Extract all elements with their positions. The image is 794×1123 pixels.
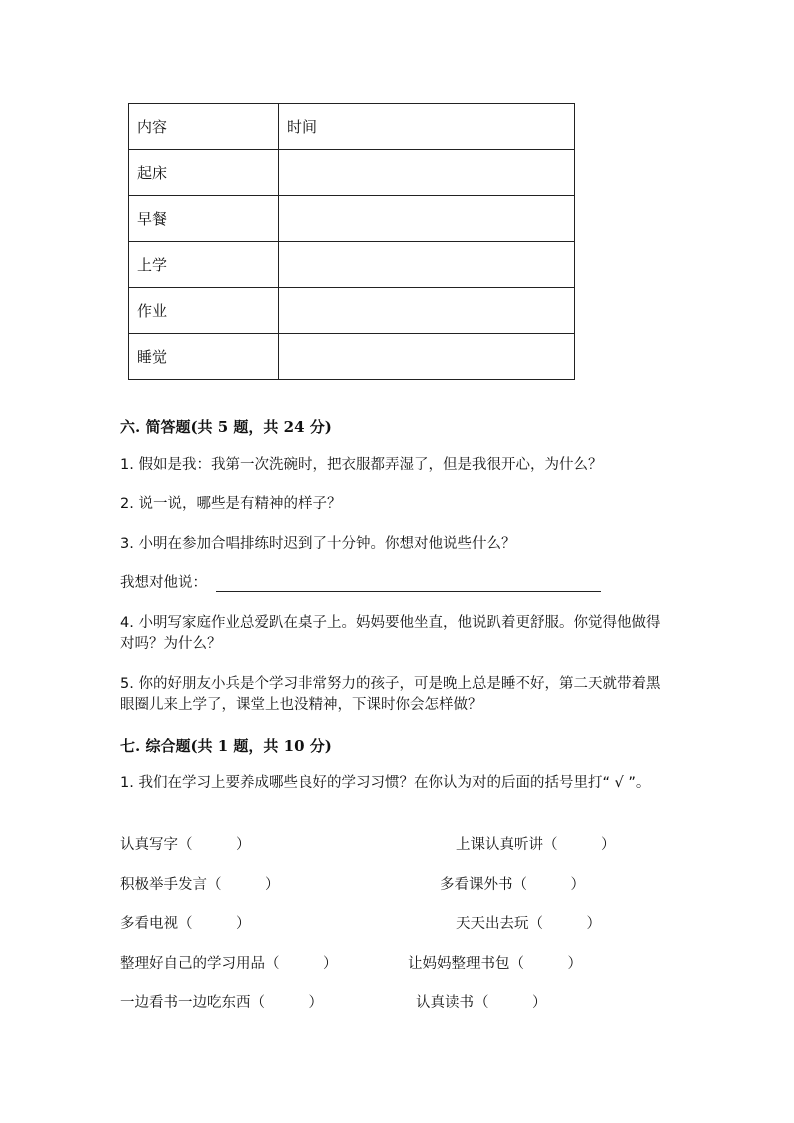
table-cell: 作业 <box>129 288 279 334</box>
table-cell <box>279 288 575 334</box>
question-6-1: 1. 假如是我：我第一次洗碗时，把衣服都弄湿了，但是我很开心，为什么？ <box>120 457 603 473</box>
table-cell <box>279 242 575 288</box>
option-item[interactable]: 整理好自己的学习用品（ ） <box>120 956 338 972</box>
question-6-4: 4. 小明写家庭作业总爱趴在桌子上。妈妈要他坐直，他说趴着更舒服。你觉得他做得对吗？为什么？ <box>120 615 661 652</box>
question-6-5: 5. 你的好朋友小兵是个学习非常努力的孩子，可是晚上总是睡不好，第二天就带着黑眼圈儿来上学了，课堂上也没精神，下课时你会怎样做？ <box>120 676 661 713</box>
option-item[interactable]: 积极举手发言（ ） <box>120 877 280 893</box>
table-row <box>129 196 575 242</box>
table-cell: 睡觉 <box>129 334 279 380</box>
option-item[interactable]: 一边看书一边吃东西（ ） <box>120 995 323 1011</box>
table-header-cell: 时间 <box>279 104 575 150</box>
option-item[interactable]: 让妈妈整理书包（ ） <box>408 956 582 972</box>
option-item[interactable]: 上课认真听讲（ ） <box>456 837 616 853</box>
question-7-1: 1. 我们在学习上要养成哪些良好的学习习惯？在你认为对的后面的括号里打“ √ ”。 <box>120 775 651 791</box>
question-6-3: 3. 小明在参加合唱排练时迟到了十分钟。你想对他说些什么？ <box>120 536 516 552</box>
table-header-row <box>129 104 575 150</box>
section-6-title: 六. 简答题(共 5 题，共 24 分) <box>120 418 332 436</box>
table-cell <box>279 150 575 196</box>
option-item[interactable]: 多看课外书（ ） <box>440 877 585 893</box>
option-item[interactable]: 认真写字（ ） <box>120 837 251 853</box>
option-item[interactable]: 天天出去玩（ ） <box>456 916 601 932</box>
schedule-table <box>128 103 575 380</box>
table-row <box>129 150 575 196</box>
table-cell: 早餐 <box>129 196 279 242</box>
table-cell <box>279 196 575 242</box>
table-header-cell: 内容 <box>129 104 279 150</box>
option-item[interactable]: 认真读书（ ） <box>416 995 547 1011</box>
table-cell: 上学 <box>129 242 279 288</box>
answer-blank-line[interactable] <box>216 591 601 592</box>
question-6-2: 2. 说一说，哪些是有精神的样子？ <box>120 496 342 512</box>
answer-label: 我想对他说： <box>120 575 207 591</box>
table-row <box>129 334 575 380</box>
table-cell: 起床 <box>129 150 279 196</box>
option-item[interactable]: 多看电视（ ） <box>120 916 251 932</box>
table-row <box>129 288 575 334</box>
table-cell <box>279 334 575 380</box>
table-row <box>129 242 575 288</box>
section-7-title: 七. 综合题(共 1 题，共 10 分) <box>120 737 332 755</box>
